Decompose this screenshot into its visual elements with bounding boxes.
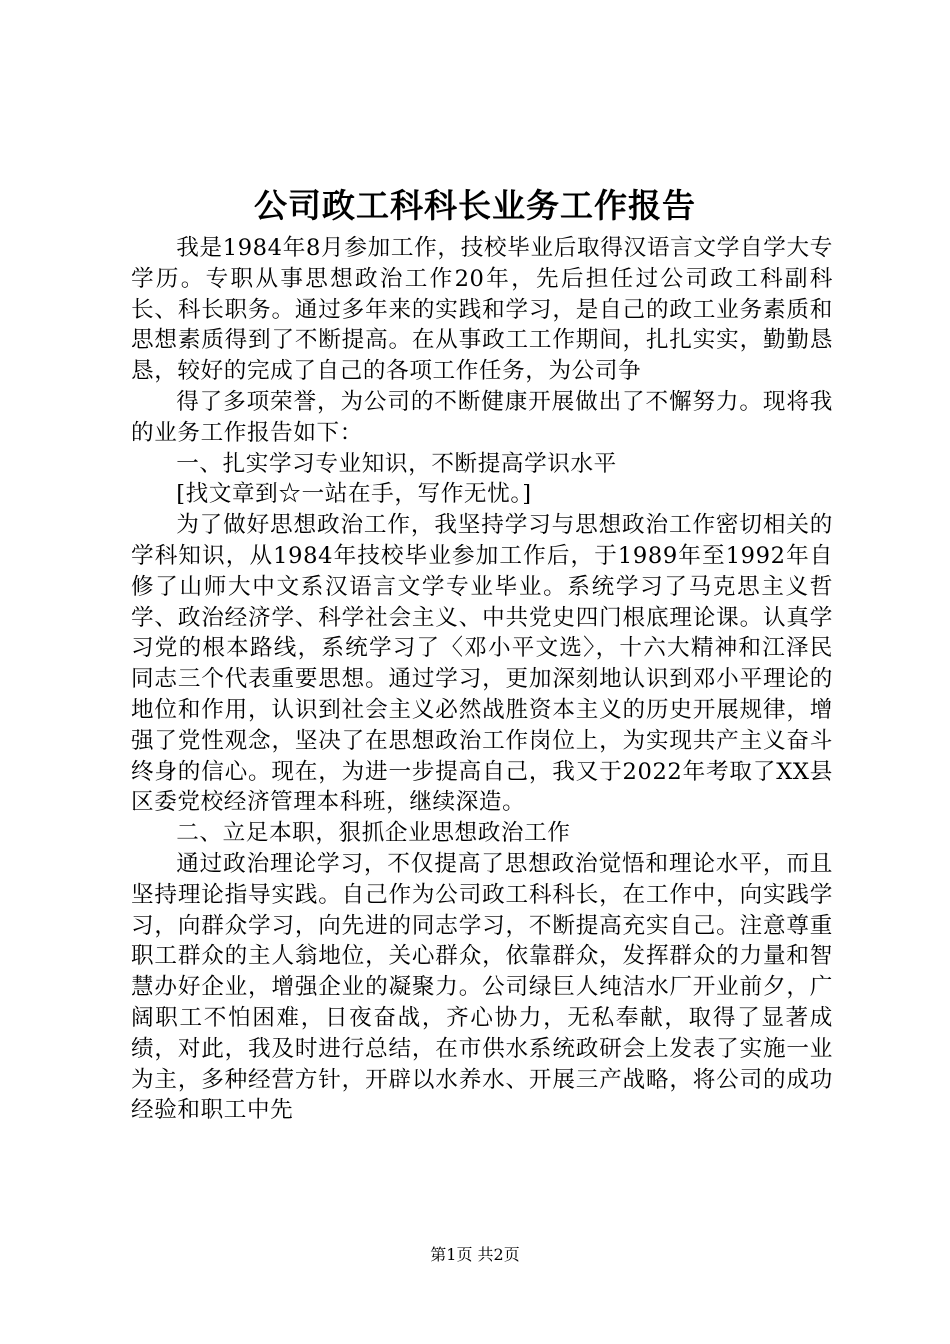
section-heading: 一、扎实学习专业知识，不断提高学识水平 bbox=[176, 450, 617, 477]
document-title: 公司政工科科长业务工作报告 bbox=[254, 186, 696, 225]
page-footer: 第1页 共2页 bbox=[430, 1245, 520, 1264]
paragraph: 得了多项荣誉，为公司的不断健康开展做出了不懈努力。现将我的业务工作报告如下： bbox=[131, 388, 833, 446]
paragraph: [找文章到☆一站在手，写作无忧。] bbox=[176, 481, 532, 508]
section-heading: 二、立足本职，狠抓企业思想政治工作 bbox=[176, 820, 571, 847]
document-body bbox=[131, 233, 833, 1126]
paragraph: 为了做好思想政治工作，我坚持学习与思想政治工作密切相关的学科知识，从1984年技校毕业参加工作后，于1989年至1992年自修了山师大中文系汉语言文学专业毕业。系统学习了马克思主义哲学、政治经济学、科学社会主义、中共党史四门根底理论课。认真学习党的根本路线，系统学习了〈邓小平文选〉，十六大精神和江泽民同志三个代表重要思想。通过学习，更加深刻地认识到邓小平理论的地位和作用，认识到社会主义必然战胜资本主义的历史开展规律，增强了党性观念，坚决了在思想政治工作岗位上，为实现共产主义奋斗终身的信心。现在，为进一步提高自己，我又于2022年考取了XX县区委党校经济管理本科班，继续深造。 bbox=[131, 512, 833, 816]
paragraph: 通过政治理论学习，不仅提高了思想政治觉悟和理论水平，而且坚持理论指导实践。自己作为公司政工科科长，在工作中，向实践学习，向群众学习，向先进的同志学习，不断提高充实自己。注意尊重职工群众的主人翁地位，关心群众，依靠群众，发挥群众的力量和智慧办好企业，增强企业的凝聚力。公司绿巨人纯洁水厂开业前夕，广阔职工不怕困难，日夜奋战，齐心协力，无私奉献，取得了显著成绩，对此，我及时进行总结，在市供水系统政研会上发表了实施一业为主，多种经营方针，开辟以水养水、开展三产战略，将公司的成功经验和职工中先 bbox=[131, 850, 833, 1124]
paragraph: 我是1984年8月参加工作，技校毕业后取得汉语言文学自学大专学历。专职从事思想政治工作20年，先后担任过公司政工科副科长、科长职务。通过多年来的实践和学习，是自己的政工业务素质和思想素质得到了不断提高。在从事政工工作期间，扎扎实实，勤勤恳恳，较好的完成了自己的各项工作任务，为公司争 bbox=[131, 235, 833, 385]
